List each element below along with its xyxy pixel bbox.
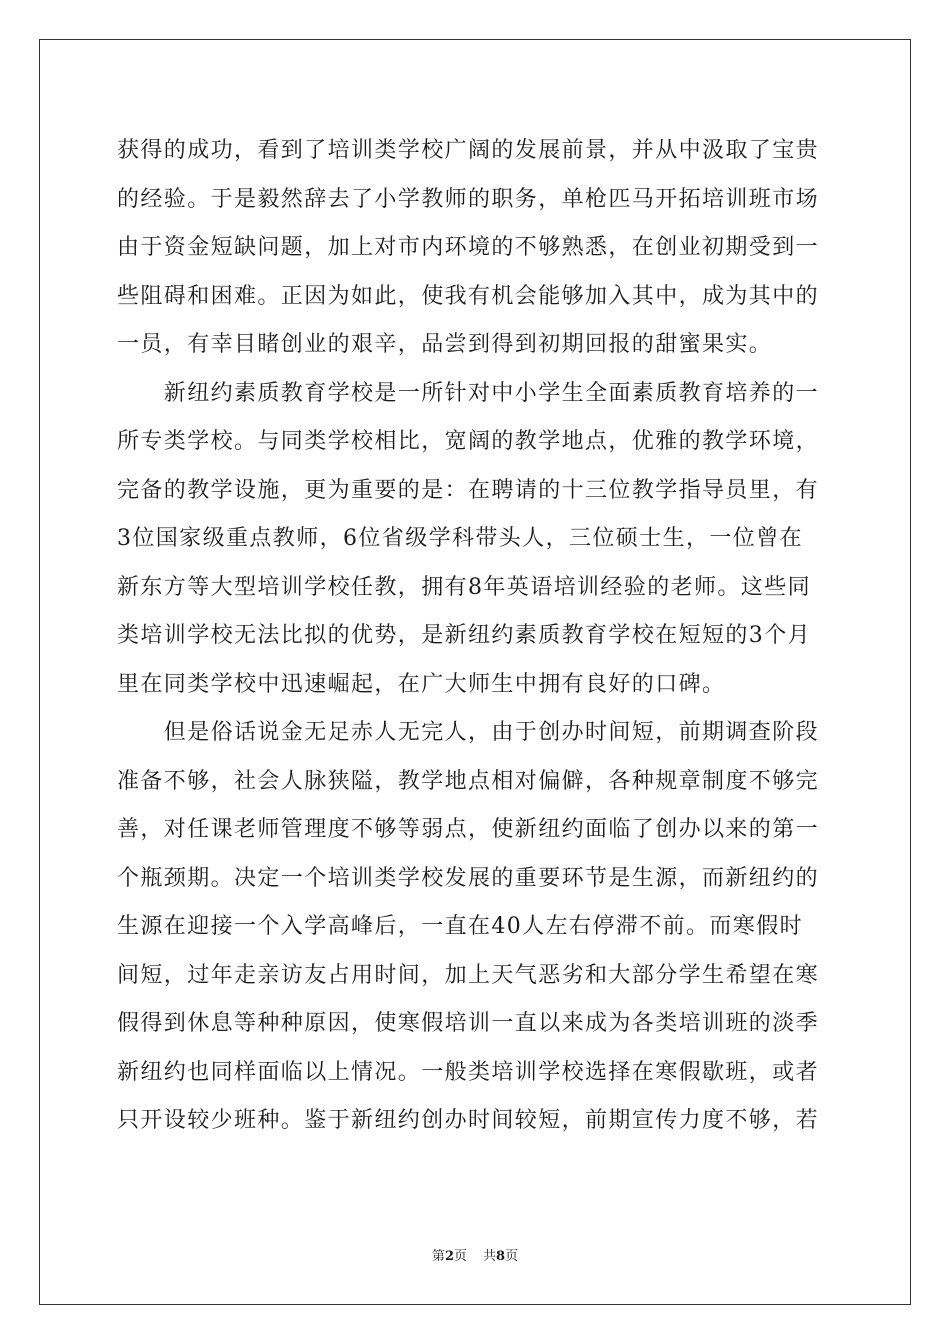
total-suffix: 页 (505, 1249, 519, 1264)
text-line: 个瓶颈期。决定一个培训类学校发展的重要环节是生源，而新纽约的 (117, 865, 820, 891)
page-prefix: 第 (431, 1249, 445, 1264)
text-line: 里在同类学校中迅速崛起，在广大师生中拥有良好的口碑。 (117, 671, 726, 697)
text-line: 由于资金短缺问题，加上对市内环境的不够熟悉，在创业初期受到一 (117, 235, 820, 260)
text-line: 只开设较少班种。鉴于新纽约创办时间较短，前期宣传力度不够，若 (117, 1108, 820, 1133)
text-line: 些阻碍和困难。正因为如此，使我有机会能够加入其中，成为其中的 (117, 283, 820, 309)
text-line: 新东方等大型培训学校任教，拥有8年英语培训经验的老师。这些同 (117, 574, 811, 600)
text-line: 新纽约素质教育学校是一所针对中小学生全面素质教育培养的一 (117, 380, 820, 406)
text-line: 善，对任课老师管理度不够等弱点，使新纽约面临了创办以来的第一 (117, 817, 820, 842)
text-line: 获得的成功，看到了培训类学校广阔的发展前景，并从中汲取了宝贵 (117, 138, 820, 163)
total-prefix: 共 (483, 1249, 497, 1264)
text-line: 一员，有幸目睹创业的艰辛，品尝到得到初期回报的甜蜜果实。 (117, 332, 773, 357)
text-line: 所专类学校。与同类学校相比，宽阔的教学地点，优雅的教学环境， (117, 429, 820, 454)
text-line: 3位国家级重点教师，6位省级学科带头人，三位硕士生，一位曾在 (117, 526, 803, 551)
page-number: 2 (444, 1249, 454, 1264)
text-line: 完备的教学设施，更为重要的是：在聘请的十三位教学指导员里，有 (117, 477, 820, 503)
page-footer (0, 1249, 950, 1265)
text-line: 准备不够，社会人脉狭隘，教学地点相对偏僻，各种规章制度不够完 (117, 768, 820, 794)
text-line: 新纽约也同样面临以上情况。一般类培训学校选择在寒假歇班，或者 (117, 1059, 820, 1085)
text-line: 生源在迎接一个入学高峰后，一直在40人左右停滞不前。而寒假时 (117, 914, 803, 939)
document-body (117, 127, 837, 1146)
text-line: 假得到休息等种种原因，使寒假培训一直以来成为各类培训班的淡季 (117, 1011, 820, 1036)
text-line: 类培训学校无法比拟的优势，是新纽约素质教育学校在短短的3个月 (117, 623, 811, 648)
total-pages: 8 (496, 1249, 506, 1264)
text-line: 的经验。于是毅然辞去了小学教师的职务，单枪匹马开拓培训班市场 (117, 186, 820, 212)
page-suffix: 页 (453, 1249, 467, 1264)
text-line: 间短，过年走亲访友占用时间，加上天气恶劣和大部分学生希望在寒 (117, 962, 820, 988)
text-line: 但是俗话说金无足赤人无完人，由于创办时间短，前期调查阶段 (117, 720, 820, 745)
